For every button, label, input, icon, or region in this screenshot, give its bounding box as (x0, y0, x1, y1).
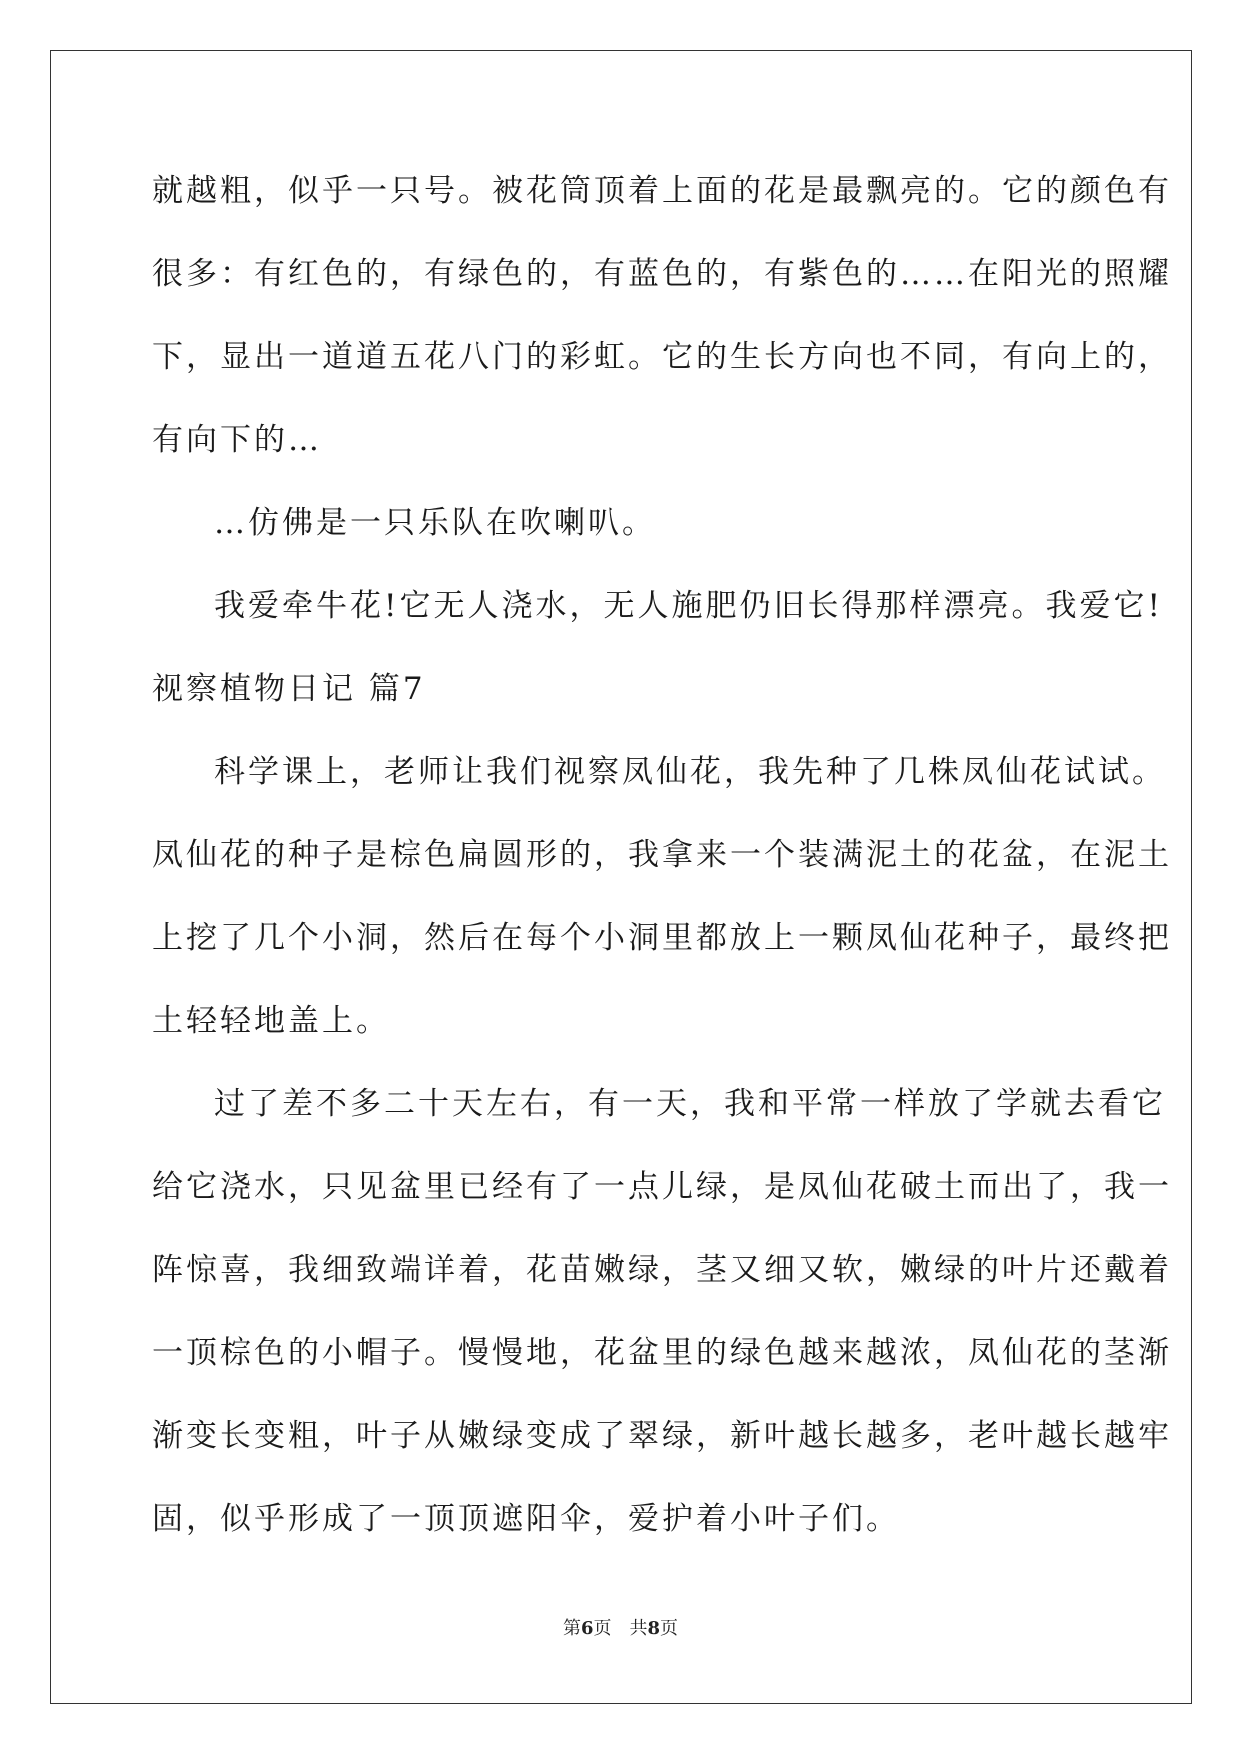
text-line: 很多：有红色的，有绿色的，有蓝色的，有紫色的……在阳光的照耀 (152, 256, 1172, 292)
text-line: 过了差不多二十天左右，有一天，我和平常一样放了学就去看它 (214, 1086, 1166, 1122)
text-line: 土轻轻地盖上。 (152, 1003, 390, 1039)
footer-middle: 页 共 (593, 1618, 648, 1639)
text-line: 科学课上，老师让我们视察凤仙花，我先种了几株凤仙花试试。 (214, 754, 1166, 790)
text-line: 一顶棕色的小帽子。慢慢地，花盆里的绿色越来越浓，凤仙花的茎渐 (152, 1335, 1172, 1371)
footer-suffix: 页 (660, 1618, 679, 1639)
page-footer (0, 1614, 1241, 1640)
total-pages-number: 8 (647, 1618, 661, 1639)
text-line: 给它浇水，只见盆里已经有了一点儿绿，是凤仙花破土而出了，我一 (152, 1169, 1172, 1205)
text-line: 下，显出一道道五花八门的彩虹。它的生长方向也不同，有向上的， (152, 339, 1172, 375)
text-line: 上挖了几个小洞，然后在每个小洞里都放上一颗凤仙花种子，最终把 (152, 920, 1172, 956)
text-line: 凤仙花的种子是棕色扁圆形的，我拿来一个装满泥土的花盆，在泥土 (152, 837, 1172, 873)
text-line: 有向下的… (152, 422, 322, 458)
document-body (152, 155, 1172, 1566)
text-line: 就越粗，似乎一只号。被花筒顶着上面的花是最飘亮的。它的颜色有 (152, 173, 1172, 209)
text-line: …仿佛是一只乐队在吹喇叭。 (214, 505, 656, 541)
section-heading: 视察植物日记 篇7 (152, 671, 426, 707)
text-line: 渐变长变粗，叶子从嫩绿变成了翠绿，新叶越长越多，老叶越长越牢 (152, 1418, 1172, 1454)
text-line: 我爱牵牛花!它无人浇水，无人施肥仍旧长得那样漂亮。我爱它! (214, 588, 1163, 624)
text-line: 固，似乎形成了一顶顶遮阳伞，爱护着小叶子们。 (152, 1501, 900, 1537)
text-line: 阵惊喜，我细致端详着，花苗嫩绿，茎又细又软，嫩绿的叶片还戴着 (152, 1252, 1172, 1288)
footer-prefix: 第 (562, 1618, 581, 1639)
current-page-number: 6 (580, 1618, 594, 1639)
